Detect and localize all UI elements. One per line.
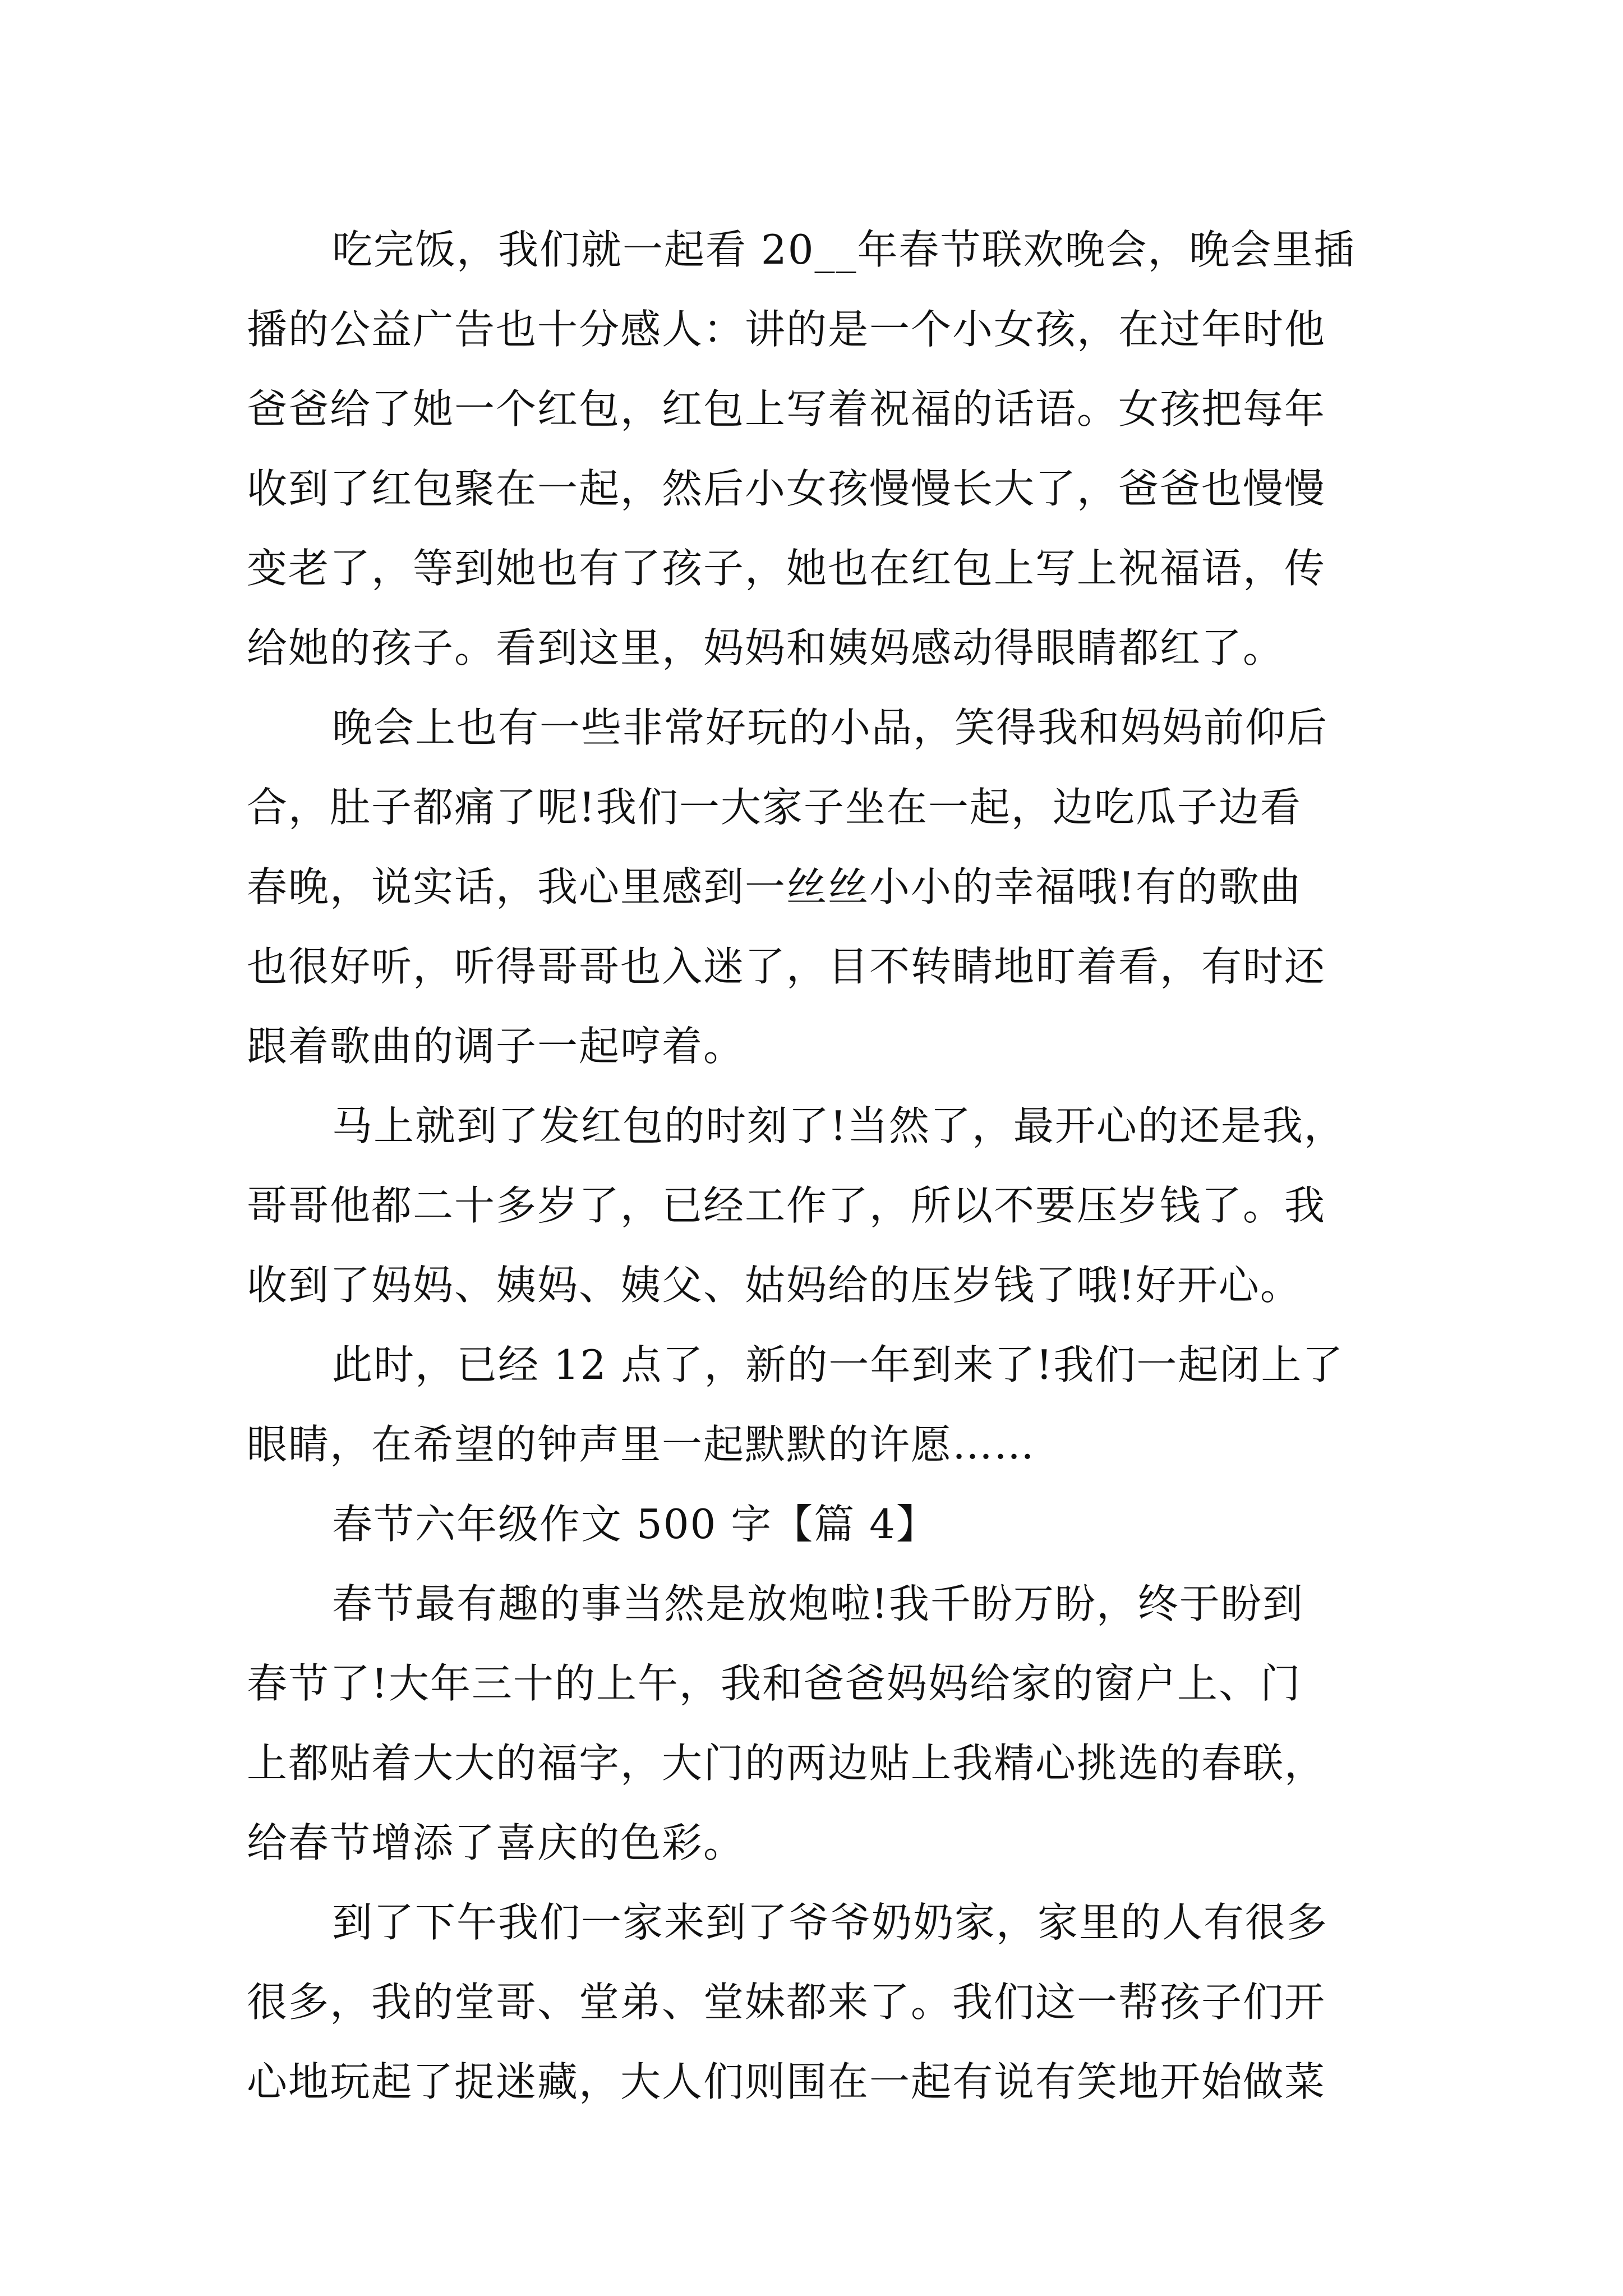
- text-line: 心地玩起了捉迷藏，大人们则围在一起有说有笑地开始做菜: [247, 2058, 1326, 2105]
- text-line: 爸爸给了她一个红包，红包上写着祝福的话语。女孩把每年: [247, 385, 1326, 432]
- text-line: 给春节增添了喜庆的色彩。: [247, 1819, 745, 1866]
- text-line: 给她的孩子。看到这里，妈妈和姨妈感动得眼睛都红了。: [247, 624, 1285, 671]
- text-line: 哥哥他都二十多岁了，已经工作了，所以不要压岁钱了。我: [247, 1182, 1326, 1229]
- text-line: 上都贴着大大的福字，大门的两边贴上我精心挑选的春联，: [247, 1740, 1326, 1787]
- text-line: 跟着歌曲的调子一起哼着。: [247, 1023, 745, 1070]
- text-line: 春晚，说实话，我心里感到一丝丝小小的幸福哦!有的歌曲: [247, 863, 1302, 910]
- text-line: 吃完饭，我们就一起看 20__年春节联欢晚会，晚会里插: [332, 226, 1355, 273]
- text-line: 播的公益广告也十分感人：讲的是一个小女孩，在过年时他: [247, 306, 1326, 353]
- text-line: 马上就到了发红包的时刻了!当然了，最开心的还是我，: [332, 1102, 1345, 1149]
- text-line: 此时，已经 12 点了，新的一年到来了!我们一起闭上了: [332, 1341, 1344, 1388]
- text-line: 晚会上也有一些非常好玩的小品，笑得我和妈妈前仰后: [332, 704, 1329, 751]
- text-line: 很多，我的堂哥、堂弟、堂妹都来了。我们这一帮孩子们开: [247, 1978, 1326, 2026]
- section-heading: 春节六年级作文 500 字【篇 4】: [332, 1501, 938, 1548]
- text-line: 到了下午我们一家来到了爷爷奶奶家，家里的人有很多: [332, 1899, 1329, 1946]
- text-line: 合，肚子都痛了呢!我们一大家子坐在一起，边吃瓜子边看: [247, 784, 1302, 831]
- text-line: 春节了!大年三十的上午，我和爸爸妈妈给家的窗户上、门: [247, 1660, 1302, 1707]
- text-line: 收到了妈妈、姨妈、姨父、姑妈给的压岁钱了哦!好开心。: [247, 1262, 1302, 1309]
- text-line: 春节最有趣的事当然是放炮啦!我千盼万盼，终于盼到: [332, 1580, 1304, 1627]
- text-line: 变老了，等到她也有了孩子，她也在红包上写上祝福语，传: [247, 545, 1326, 592]
- text-line: 收到了红包聚在一起，然后小女孩慢慢长大了，爸爸也慢慢: [247, 465, 1326, 512]
- text-line: 眼睛，在希望的钟声里一起默默的许愿……: [247, 1421, 1036, 1468]
- text-line: 也很好听，听得哥哥也入迷了，目不转睛地盯着看，有时还: [247, 943, 1326, 990]
